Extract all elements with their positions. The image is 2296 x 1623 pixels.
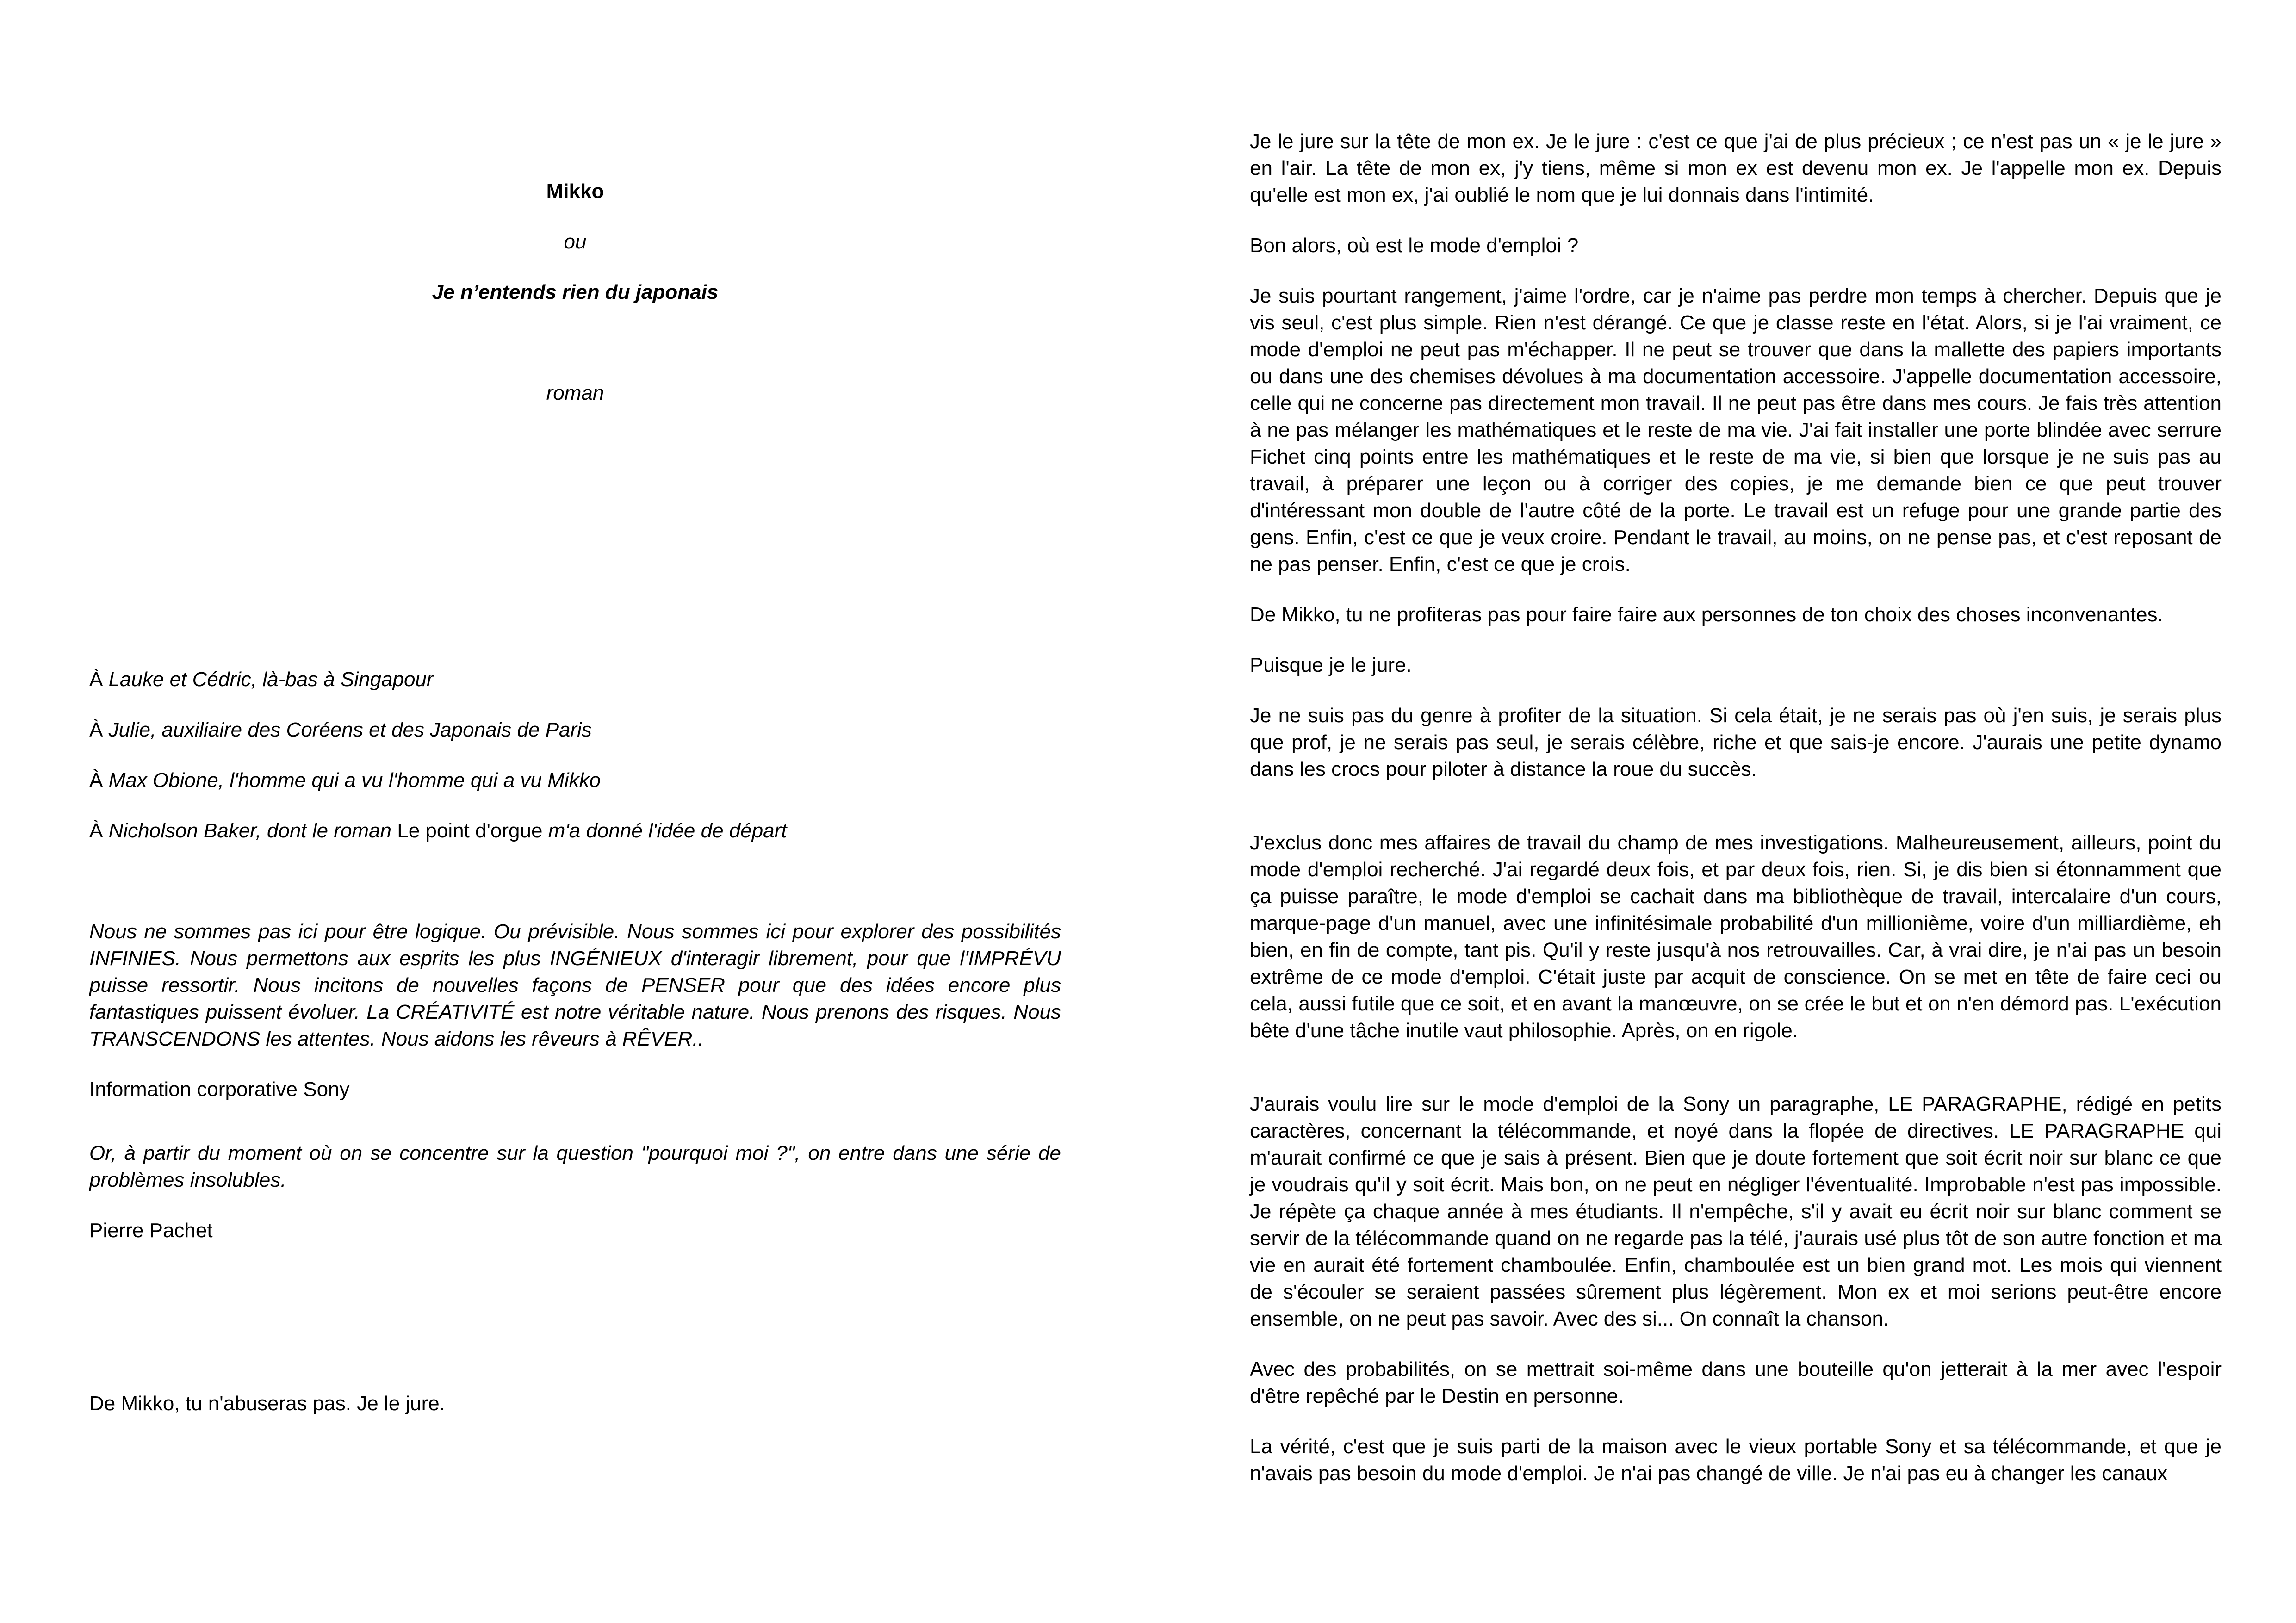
paragraph: Avec des probabilités, on se mettrait soi-même dans une bouteille qu'on jetterait à la mer avec l'espoir d'être repêché par le Destin en personne. <box>1250 1358 2222 1407</box>
title-block <box>89 178 1061 407</box>
paragraph: La vérité, c'est que je suis parti de la maison avec le vieux portable Sony et sa télécommande, et que je n'avais pas besoin du mode d'emploi. Je n'ai pas changé de ville. Je n'ai pas eu à changer les canaux <box>1250 1435 2222 1485</box>
body-text <box>1250 128 2222 1487</box>
book-genre: roman <box>546 382 604 404</box>
book-subtitle: Je n’entends rien du japonais <box>432 281 719 304</box>
paragraph: Je le jure sur la tête de mon ex. Je le jure : c'est ce que j'ai de plus précieux ; ce n'est pas un « je le jure » en l'air. La tête de mon ex, j'y tiens, même si mon ex est devenu mon ex. Je l'appelle mon ex. Depuis qu'elle est mon ex, j'ai oublié le nom que je lui donnais dans l'intimité. <box>1250 130 2222 206</box>
paragraph: Bon alors, où est le mode d'emploi ? <box>1250 234 1579 257</box>
dedication-1: À Lauke et Cédric, là-bas à Singapour <box>89 668 434 691</box>
book-title: Mikko <box>546 180 604 203</box>
epigraphs <box>89 918 1061 1244</box>
paragraph: Puisque je le jure. <box>1250 654 1412 676</box>
epigraph-sony-source: Information corporative Sony <box>89 1078 350 1101</box>
dedications <box>89 666 1061 844</box>
paragraph: Je suis pourtant rangement, j'aime l'ordre, car je n'aime pas perdre mon temps à chercher. Depuis que je vis seul, c'est plus simple. Rien n'est dérangé. Ce que je classe reste en l'état. Alors, si je l'ai vraiment, ce mode d'emploi ne peut pas m'échapper. Il ne peut se trouver que dans la mallette des papiers importants ou dans une des chemises dévolues à ma documentation accessoire. J'appelle documentation accessoire, celle qui ne concerne pas directement mon travail. Il ne peut pas être dans mes cours. Je fais très attention à ne pas mélanger les mathématiques et le reste de ma vie. J'ai fait installer une porte blindée avec serrure Fichet cinq points entre les mathématiques et le reste de ma vie, si bien que lorsque je ne suis pas au travail, à préparer une leçon ou à corriger des copies, je me demande bien ce que peut trouver d'intéressant mon double de l'autre côté de la porte. Le travail est un refuge pour une grande partie des gens. Enfin, c'est ce que je veux croire. Pendant le travail, au moins, on ne pense pas, et c'est reposant de ne pas penser. Enfin, c'est ce que je crois. <box>1250 285 2222 576</box>
paragraph: J'aurais voulu lire sur le mode d'emploi de la Sony un paragraphe, LE PARAGRAPHE, rédigé en petits caractères, concernant la télécommande, et noyé dans la flopée de directives. LE PARAGRAPHE qui m'aurait confirmé ce que je sais à présent. Bien que je doute fortement que soit écrit noir sur blanc ce que je voudrais qu'il y soit écrit. Mais bon, on ne peut en négliger l'éventualité. Improbable n'est pas impossible. Je répète ça chaque année à mes étudiants. Il n'empêche, s'il y avait eu écrit noir sur blanc comment se servir de la télécommande quand on ne regarde pas la télé, j'aurais usé plus tôt de son autre fonction et ma vie en aurait été fortement chamboulée. Enfin, chamboulée est un bien grand mot. Les mois qui viennent de s'écouler se seraient passées sûrement plus légèrement. Mon ex et moi serions peut-être encore ensemble, on ne peut pas savoir. Avec des si... On connaît la chanson. <box>1250 1093 2222 1330</box>
paragraph: Je ne suis pas du genre à profiter de la situation. Si cela était, je ne serais pas où j'en suis, je serais plus que prof, je ne serais pas seul, je serais célèbre, riche et que sais-je encore. J'aurais une petite dynamo dans les crocs pour piloter à distance la roue du succès. <box>1250 704 2222 781</box>
epigraph-sony: Nous ne sommes pas ici pour être logique. Ou prévisible. Nous sommes ici pour explorer des possibilités INFINIES. Nous permettons aux esprits les plus INGÉNIEUX d'interagir librement, pour que l'IMPRÉVU puisse ressortir. Nous incitons de nouvelles façons de PENSER pour que des idées encore plus fantastiques puissent évoluer. La CRÉATIVITÉ est notre véritable nature. Nous prenons des risques. Nous TRANSCENDONS les attentes. Nous aidons les rêveurs à RÊVER.. <box>89 920 1061 1050</box>
dedication-4: À Nicholson Baker, dont le roman Le point d'orgue m'a donné l'idée de départ <box>89 819 787 842</box>
dedication-3: À Max Obione, l'homme qui a vu l'homme qui a vu Mikko <box>89 769 601 792</box>
epigraph-pachet-source: Pierre Pachet <box>89 1219 213 1242</box>
paragraph: J'exclus donc mes affaires de travail du champ de mes investigations. Malheureusement, ailleurs, point du mode d'emploi recherché. J'ai regardé deux fois, et par deux fois, rien. Si, je dis bien si étonnamment que ça puisse paraître, le mode d'emploi se cachait dans ma bibliothèque de travail, intercalaire d'un cours, marque-page d'un manuel, avec une infinitésimale probabilité d'un millionième, voire d'un milliardième, eh bien, en fin de compte, tant pis. Qu'il y reste jusqu'à nos retrouvailles. Car, à vrai dire, je n'ai pas un besoin extrême de ce mode d'emploi. C'était juste par acquit de conscience. On se met en tête de faire ceci ou cela, aussi futile que ce soit, et en avant la manœuvre, on se crée le but et on n'en démord pas. L'exécution bête d'une tâche inutile vaut philosophie. Après, on en rigole. <box>1250 831 2222 1042</box>
epigraph-pachet: Or, à partir du moment où on se concentre sur la question "pourquoi moi ?", on entre dans une série de problèmes insolubles. <box>89 1142 1061 1191</box>
closing-oath: De Mikko, tu n'abuseras pas. Je le jure. <box>89 1392 445 1415</box>
right-page <box>1148 0 2296 1623</box>
paragraph: De Mikko, tu ne profiteras pas pour faire faire aux personnes de ton choix des choses inconvenantes. <box>1250 603 2163 626</box>
closing-block <box>89 1390 1061 1417</box>
dedication-2: À Julie, auxiliaire des Coréens et des Japonais de Paris <box>89 719 592 741</box>
title-or: ou <box>564 230 587 253</box>
